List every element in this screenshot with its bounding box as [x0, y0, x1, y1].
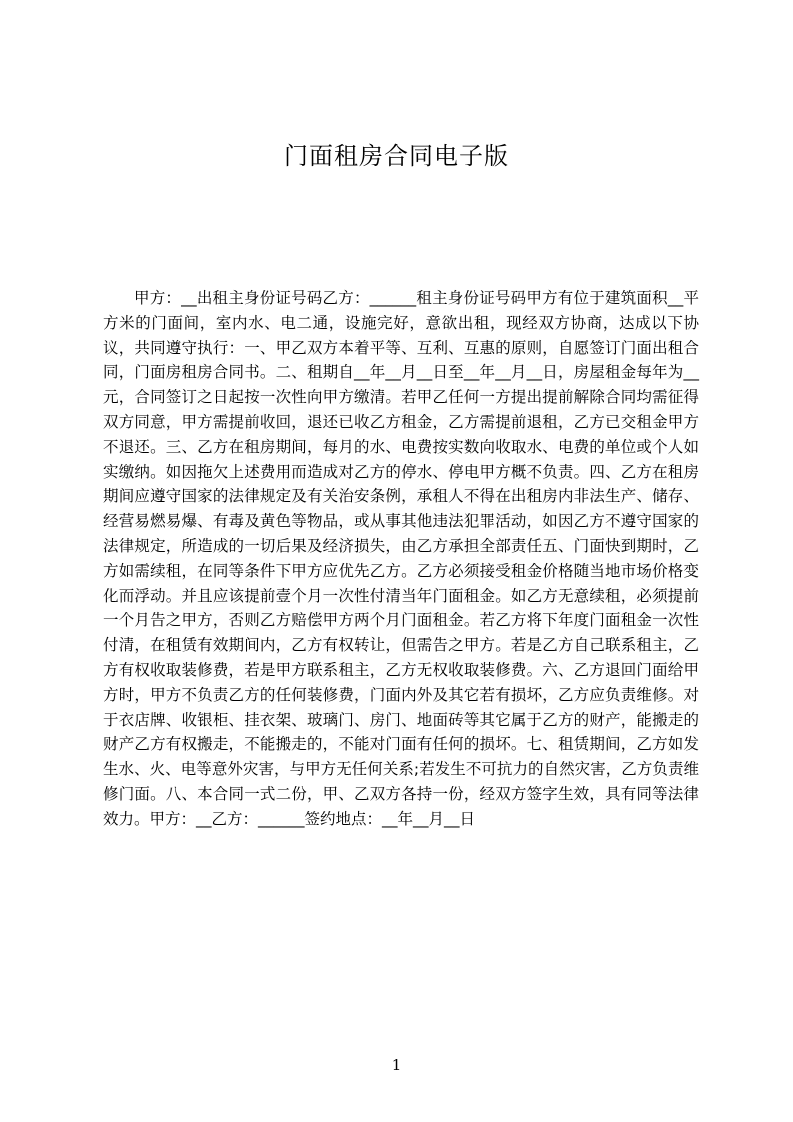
page-number: 1: [391, 1056, 402, 1074]
contract-body-paragraph: 甲方：__出租主身份证号码乙方：______租主身份证号码甲方有位于建筑面积__平方米的门面间，室内水、电二通，设施完好，意欲出租，现经双方协商，达成以下协议，共同遵守执行：一、甲乙双方本着平等、互利、互惠的原则，自愿签订门面出租合同，门面房租房合同书。二、租期自__年__月__日至__年__月__日，房屋租金每年为__元，合同签订之日起按一次性向甲方缴清。若甲乙任何一方提出提前解除合同均需征得双方同意，甲方需提前收回，退还已收乙方租金，乙方需提前退租，乙方已交租金甲方不退还。三、乙方在租房期间，每月的水、电费按实数向收取水、电费的单位或个人如实缴纳。如因拖欠上述费用而造成对乙方的停水、停电甲方概不负责。四、乙方在租房期间应遵守国家的法律规定及有关治安条例，承租人不得在出租房内非法生产、储存、经营易燃易爆、有毒及黄色等物品，或从事其他违法犯罪活动，如因乙方不遵守国家的法律规定，所造成的一切后果及经济损失，由乙方承担全部责任五、门面快到期时，乙方如需续租，在同等条件下甲方应优先乙方。乙方必须接受租金价格随当地市场价格变化而浮动。并且应该提前壹个月一次性付清当年门面租金。如乙方无意续租，必须提前一个月告之甲方，否则乙方赔偿甲方两个月门面租金。若乙方将下年度门面租金一次性付清，在租赁有效期间内，乙方有权转让，但需告之甲方。若是乙方自己联系租主，乙方有权收取装修费，若是甲方联系租主，乙方无权收取装修费。六、乙方退回门面给甲方时，甲方不负责乙方的任何装修费，门面内外及其它若有损坏，乙方应负责维修。对于衣店牌、收银柜、挂衣架、玻璃门、房门、地面砖等其它属于乙方的财产，能搬走的财产乙方有权搬走，不能搬走的，不能对门面有任何的损坏。七、租赁期间，乙方如发生水、火、电等意外灾害，与甲方无任何关系;若发生不可抗力的自然灾害，乙方负责维修门面。八、本合同一式二份，甲、乙双方各持一份，经双方签字生效，具有同等法律效力。甲方：__乙方：______签约地点：__年__月__日: [103, 289, 699, 828]
document-title: 门面租房合同电子版: [284, 142, 509, 170]
